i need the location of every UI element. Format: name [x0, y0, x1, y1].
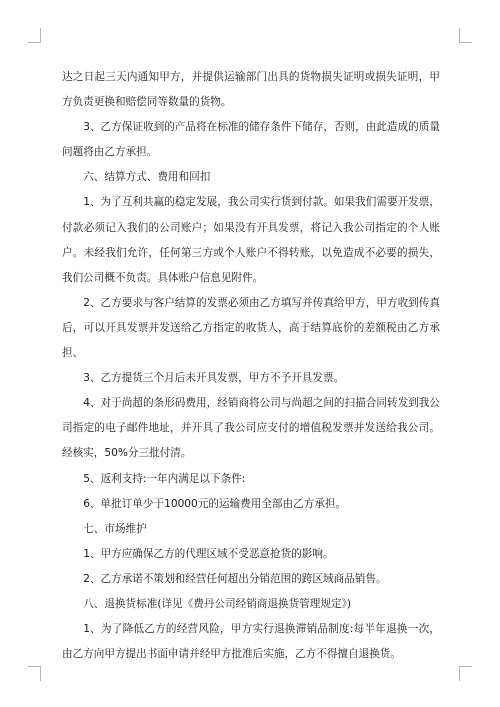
paragraph-quality-storage: 3、乙方保证收到的产品将在标准的储存条件下储存，否则，由此造成的质量问题将由乙方承担。 [62, 121, 440, 159]
document-body [62, 65, 440, 667]
section-heading-return-exchange: 八、退换货标准(详见《费丹公司经销商退换货管理规定》) [83, 597, 351, 610]
crop-mark-bottom-right [459, 666, 472, 681]
section-heading-settlement: 六、结算方式、费用和回扣 [83, 171, 211, 184]
paragraph-invoice-deadline: 3、乙方提货三个月后未开具发票，甲方不予开具发票。 [83, 372, 345, 385]
paragraph-return-policy: 1、为了降低乙方的经营风险，甲方实行退换滞销品制度:每半年退换一次，由乙方向甲方提出书面申请并经甲方批准后实施，乙方不得擅自退换货。 [62, 623, 440, 661]
paragraph-shipping-cost: 6、单批订单少于10000元的运输费用全部由乙方承担。 [83, 497, 347, 510]
section-heading-market-maintenance: 七、市场维护 [83, 522, 147, 535]
crop-mark-top-left [28, 28, 41, 43]
paragraph-no-cross-region: 2、乙方承诺不策划和经营任何超出分销范围的跨区域商品销售。 [83, 572, 387, 585]
paragraph-barcode-fee: 4、对于尚超的条形码费用，经销商将公司与尚超之间的扫描合同转发到我公司指定的电子邮件地址，并开具了我公司应支付的增值税发票并发送给我公司。经核实，50%分三批付清。 [62, 397, 440, 460]
paragraph-agent-region: 1、甲方应确保乙方的代理区域不受恶意抢货的影响。 [83, 547, 334, 560]
paragraph-invoice-fax: 2、乙方要求与客户结算的发票必须由乙方填写并传真给甲方，甲方收到传真后，可以开具发票并发送给乙方指定的收货人，高于结算底价的差额税由乙方承担、 [62, 296, 440, 360]
paragraph-payment-on-delivery: 1、为了互利共赢的稳定发展，我公司实行货到付款。如果我们需要开发票，付款必须记入我们的公司账户；如果没有开具发票，将记入我公司指定的个人账户。未经我们允许，任何第三方或个人账户不得转账，以免造成不必要的损失，我们公司概不负责。具体账户信息见附件。 [62, 196, 440, 284]
crop-mark-top-right [459, 28, 472, 43]
paragraph-rebate-support: 5、返利支持:一年内满足以下条件: [83, 472, 246, 485]
crop-mark-bottom-left [28, 666, 41, 681]
paragraph-continuation: 达之日起三天内通知甲方，并提供运输部门出具的货物损失证明或损失证明，甲方负责更换和赔偿同等数量的货物。 [62, 71, 440, 109]
